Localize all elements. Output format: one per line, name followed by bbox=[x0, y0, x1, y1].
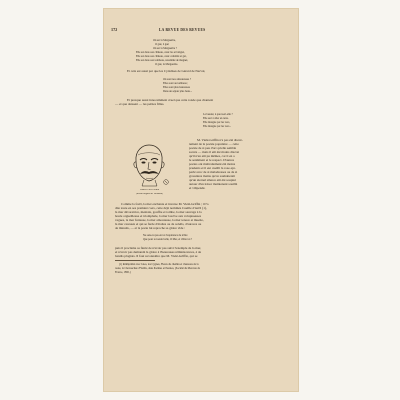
paragraph-line: — et que dansent — les petites filles. bbox=[115, 102, 165, 106]
footnote-line: route, la Chevauchée d'Yeldis, dans Poèmes et Poésies, (Société du Mercure de bbox=[115, 267, 200, 270]
footnote-line: France, 1895.) bbox=[115, 271, 131, 274]
portrait-caption: (dessin original de Vallotton) bbox=[136, 192, 163, 195]
column-line: autour d'un trésor maintenant souillé bbox=[189, 182, 238, 186]
poem1-line: Elle est dans son château, cœur las et fatigué, bbox=[136, 51, 185, 54]
column-line: M. Vielé-Griffin n'a pas été discrè- bbox=[197, 138, 243, 142]
column-line: poètes ont maltraitement été moins bbox=[189, 162, 236, 166]
column-line: et vilipendé. bbox=[189, 186, 206, 190]
poem3-line: La beauté, à quoi sert-elle ? bbox=[203, 113, 233, 116]
poem1-line: Où est la Marguerite ? bbox=[153, 47, 177, 50]
paragraph-line: la mer caressée et qui se farde d'étoiles ou de soleils, d'aurores ou bbox=[115, 222, 202, 226]
column-line: parlé avec de si maladresses ou de si bbox=[189, 170, 238, 174]
poem2-line: Dans un séjour plus beau... bbox=[163, 90, 193, 93]
paragraph-line: Et cela est aussi par que les Cydalises de Gérard de Nerval, bbox=[127, 69, 206, 73]
paragraph-line: et n'avoir pas demandé la gloire à l'heureuses réminiscences, à de bbox=[115, 250, 202, 254]
column-line: prudents et il eut cueilli la rose-spi- bbox=[189, 166, 236, 170]
poem1-line: Ô gué, la Marguerite. bbox=[155, 63, 179, 66]
poem1-line: Elle est dans son château, cœur cohabité et gai, bbox=[136, 55, 187, 58]
poem1-line: Ô gué, ô gué, bbox=[155, 43, 170, 46]
poem3-line: Elle mangée par les vers... bbox=[203, 125, 232, 128]
poem1-line: Elle est dans son tombeau, renommé de mugnet, bbox=[136, 59, 189, 62]
column-line: qu'un éternel silence eût été soupiré bbox=[189, 178, 237, 182]
poem3-line: Elle mangée par les vers, bbox=[203, 121, 230, 124]
paragraph-line: Comme la forêt, la mer enchante et inverse M. Vielé-Griffin ; il l'a bbox=[121, 202, 209, 206]
column-line: qu'il n'en eût pu mêmes, car il en a bbox=[189, 154, 235, 158]
verse-line: Que pour toi seule belle, Ô Mer, et d'être toi ? bbox=[143, 238, 193, 241]
poem2-line: Où sont nos amoureuses ? bbox=[163, 78, 192, 81]
column-line: le sentiment et le respect. D'autres bbox=[189, 158, 235, 162]
page-number: 172 bbox=[111, 28, 118, 32]
paragraph-line: puis il proclame sa fierté de n'avoir pas suivi l'exemple de la mer, bbox=[115, 246, 202, 250]
poem1-line: Où est la Marguerite, bbox=[153, 39, 176, 42]
column-line: sacrée — mais il eût été moins discret bbox=[189, 150, 240, 154]
paragraph-line: houle orgueilleuse et triomphale, la mer lascive aux voluptueuses bbox=[115, 214, 202, 218]
paragraph-line: bandis plagiats. Il faut reconnaître que M. Vielé-Griffin, qui se bbox=[115, 254, 198, 258]
running-title: LA REVUE DES REVUES bbox=[159, 28, 206, 32]
paragraph-line: vagues, la mer furieuse, la mer amoureuse, la mer tenace et muette, bbox=[115, 218, 204, 222]
scanned-page bbox=[103, 8, 299, 392]
portrait-illustration bbox=[128, 143, 171, 187]
poem3-line: Elle sert à aller en terre. bbox=[203, 117, 229, 120]
footnote-rule bbox=[115, 260, 155, 261]
verse-line: Ne sens-tu pas en toi l'espérance de n'être bbox=[143, 234, 188, 237]
poem2-line: Elles sont au tombeau ; bbox=[163, 82, 189, 85]
paragraph-line: la mer dévoratrice, mentale, gouffre et tombe, la mer sauvage à la bbox=[115, 210, 202, 214]
paragraph-line: de minuits, — et la poète lui reproche sa gloire vide : bbox=[115, 226, 186, 230]
paragraph-line: dite toute en ses premiers vers, cette déjà nommée Cueille d'Avril (1), bbox=[115, 206, 207, 210]
poem2-line: Elles sont plus heureuses bbox=[163, 86, 190, 89]
column-line: poésie de si peu d'art qu'elle semble bbox=[189, 146, 237, 150]
column-line: tement de la poésie populaire — cette bbox=[189, 142, 239, 146]
footnote-line: (1) Réimprimé avec Joies, les Cygnes, Fleurs du chemin et chansons de la bbox=[119, 263, 199, 266]
column-line: grossières mains qu'on souhaiterait bbox=[189, 174, 236, 178]
portrait-caption: Francis Vielé-Griffin bbox=[139, 189, 160, 191]
paragraph-line: Et presque aussi innocemment cruel que cette ronde que chantent bbox=[127, 98, 214, 102]
